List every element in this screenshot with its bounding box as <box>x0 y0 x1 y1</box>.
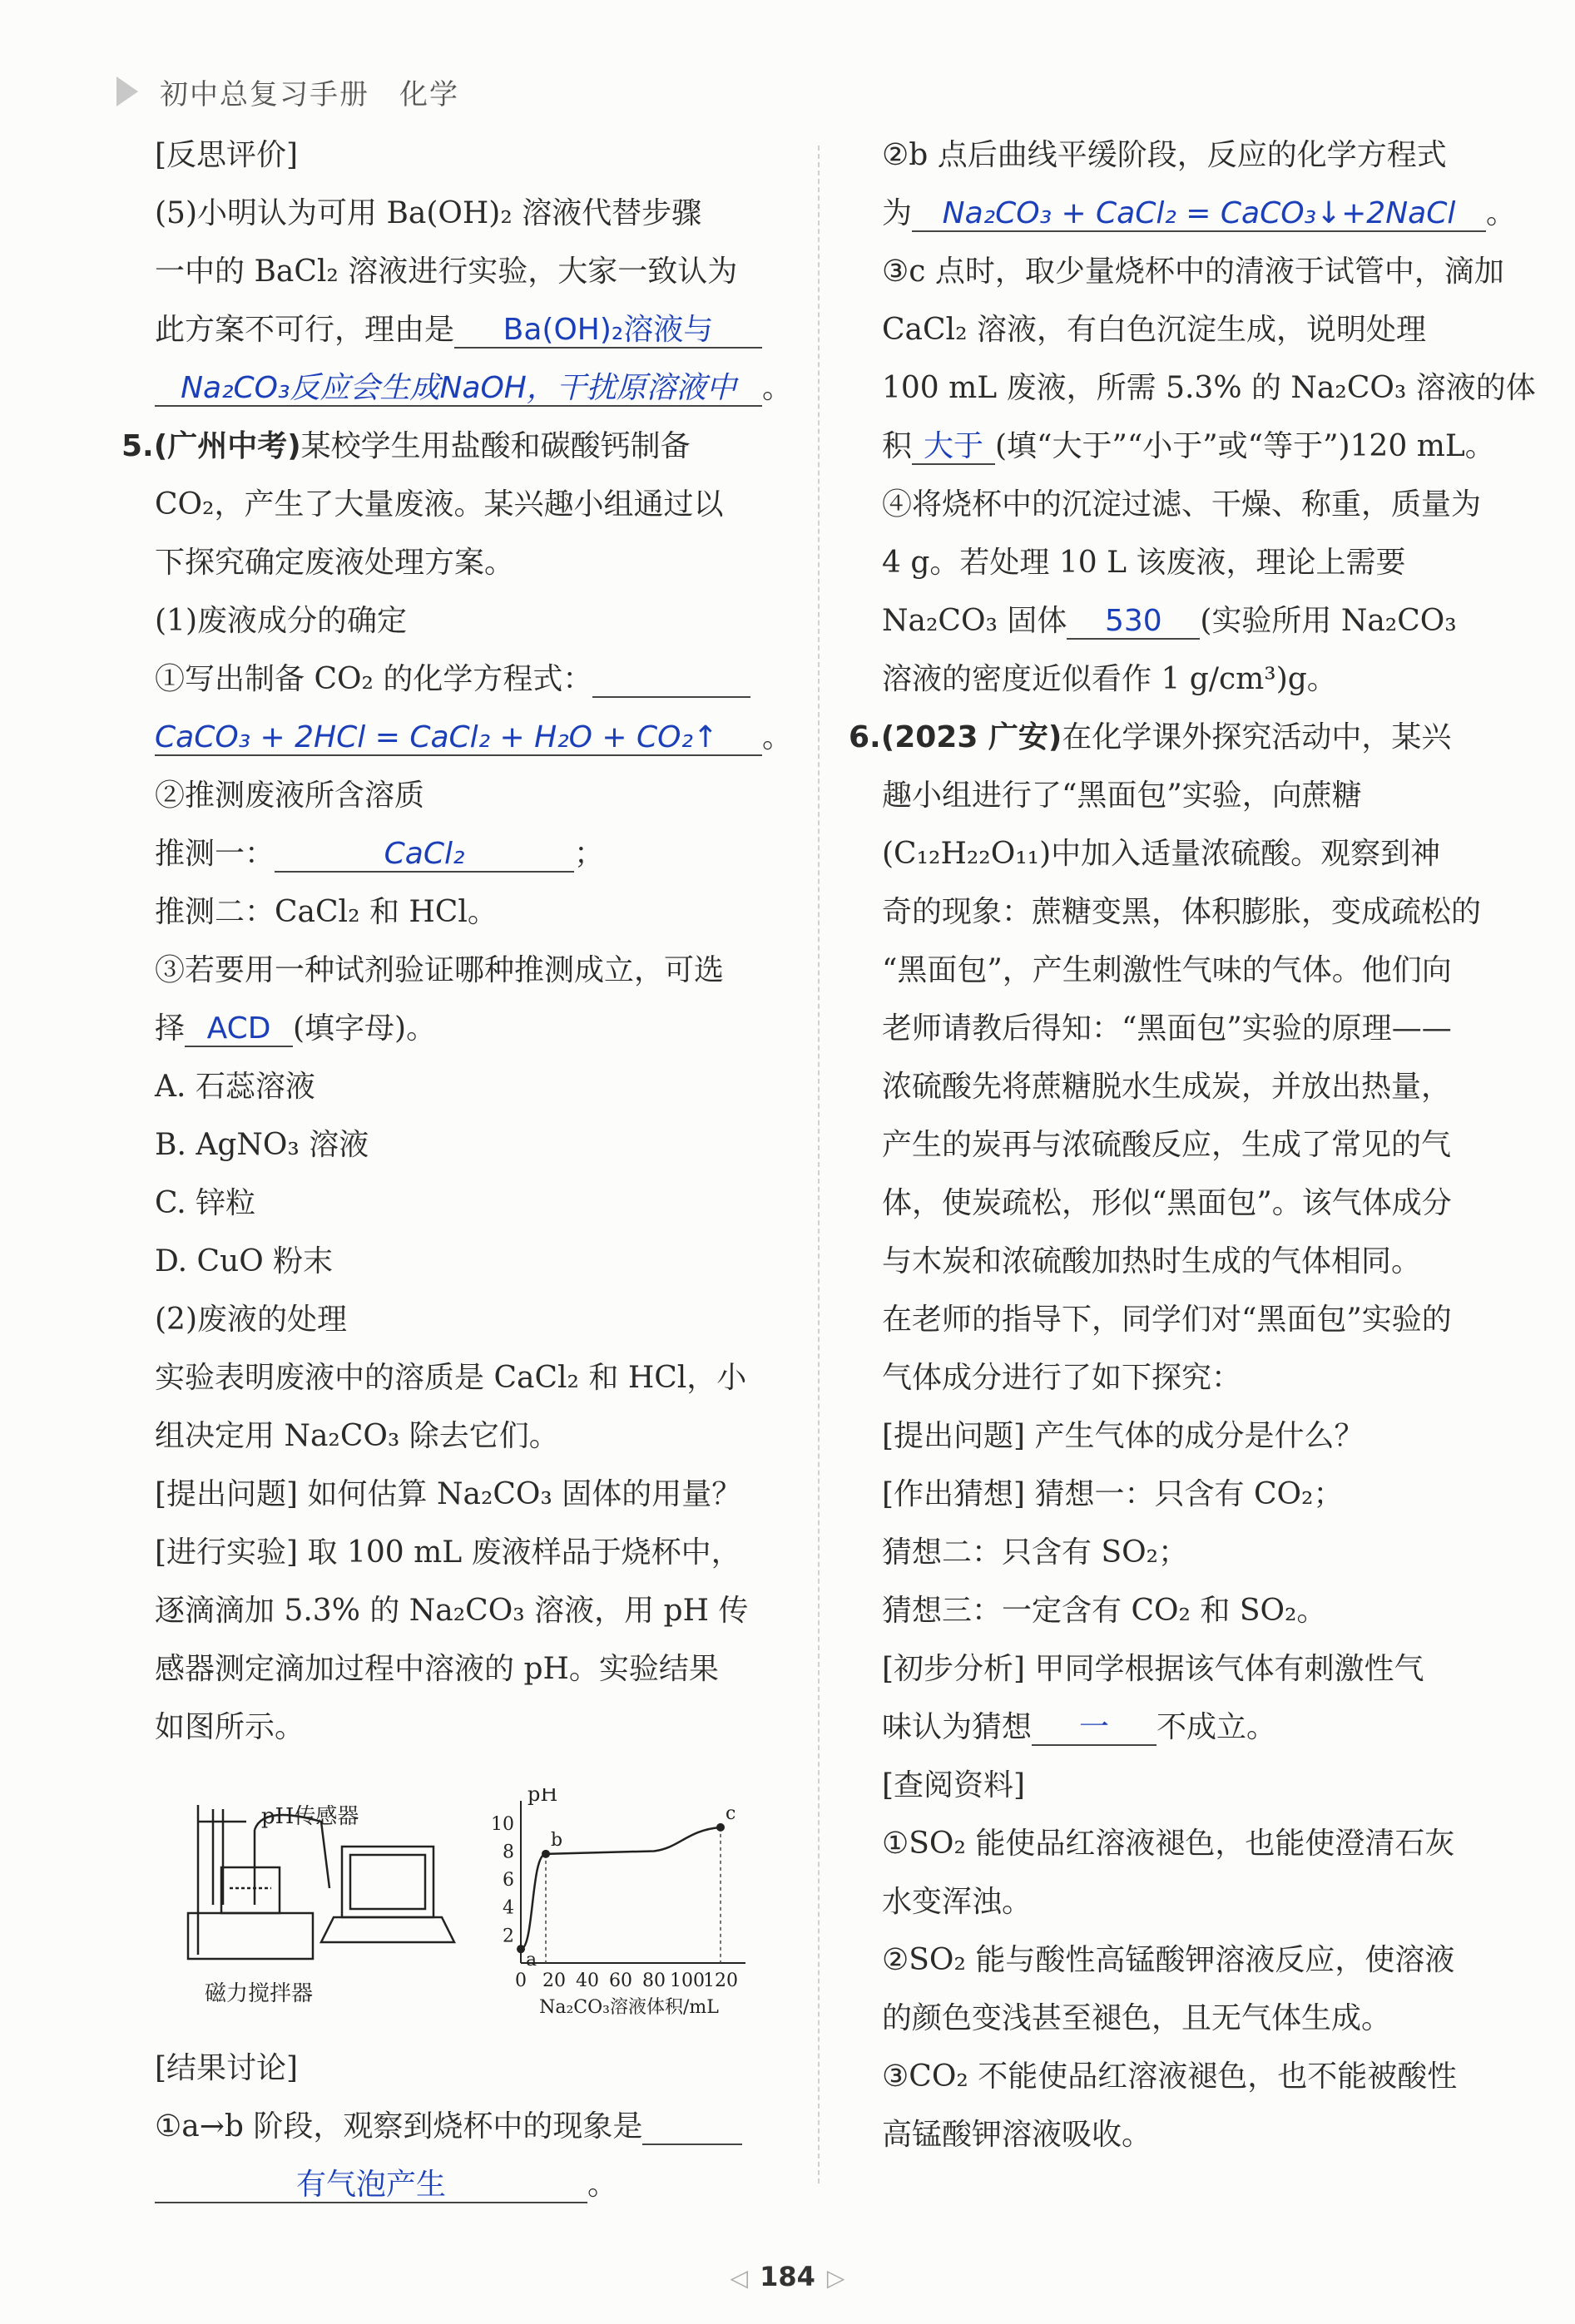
text-span: 为 <box>882 196 913 230</box>
answer-text: CaCO₃ + 2HCl = CaCl₂ + H₂O + CO₂↑ <box>155 720 719 754</box>
text-line: [作出猜想] 猜想一：只含有 CO₂； <box>882 1477 1344 1511</box>
text-line: 在老师的指导下，同学们对“黑面包”实验的 <box>882 1303 1452 1337</box>
text-line: ②推测废液所含溶质 <box>155 779 425 813</box>
text-line: ③c 点时，取少量烧杯中的清液于试管中，滴加 <box>882 255 1504 289</box>
x-tick-label: 40 <box>576 1970 599 1991</box>
text-line: ①SO₂ 能使品红溶液褪色，也能使澄清石灰 <box>882 1827 1455 1861</box>
text-line: [进行实验] 取 100 mL 废液样品于烧杯中， <box>155 1535 741 1570</box>
text-line: 猜想三：一定含有 CO₂ 和 SO₂。 <box>882 1594 1327 1628</box>
point-a <box>517 1945 525 1953</box>
answer-text: Na₂CO₃ + CaCl₂ = CaCO₃↓+2NaCl <box>942 196 1456 230</box>
text-line <box>882 1709 1514 1746</box>
text-line <box>155 2167 787 2203</box>
magnetic-stirrer <box>188 1913 313 1959</box>
text-span: 。 <box>587 2168 618 2202</box>
text-line: [查阅资料] <box>882 1768 1026 1802</box>
text-line: 逐滴滴加 5.3% 的 Na₂CO₃ 溶液，用 pH 传 <box>155 1594 749 1628</box>
text-line: 推测二：CaCl₂ 和 HCl。 <box>155 895 498 929</box>
question-6-header <box>849 719 1481 756</box>
text-line: [提出问题] 如何估算 Na₂CO₃ 固体的用量？ <box>155 1477 742 1511</box>
answer-blank <box>1067 605 1200 640</box>
x-tick-label: 80 <box>642 1970 666 1991</box>
text-line: 产生的炭再与浓硫酸反应，生成了常见的气 <box>882 1128 1452 1162</box>
answer-text: 大于 <box>924 429 984 463</box>
text-line <box>882 603 1514 640</box>
text-line <box>155 1011 787 1047</box>
point-c <box>716 1823 725 1832</box>
column-divider <box>818 146 820 2183</box>
option-d: D. CuO 粉末 <box>155 1244 334 1278</box>
page-number <box>0 2261 1575 2292</box>
text-line: ③CO₂ 不能使品红溶液褪色，也不能被酸性 <box>882 2059 1458 2094</box>
answer-text: 530 <box>1104 604 1162 638</box>
y-tick-label: 2 <box>503 1926 514 1947</box>
text-span: (填“大于”“小于”或“等于”)120 mL。 <box>995 429 1495 463</box>
text-span: ①a→b 阶段，观察到烧杯中的现象是 <box>155 2109 643 2144</box>
laptop-display <box>350 1855 425 1909</box>
text-line: 猜想二：只含有 SO₂； <box>882 1535 1189 1570</box>
text-line: 100 mL 废液，所需 5.3% 的 Na₂CO₃ 溶液的体 <box>882 371 1536 405</box>
text-line: 溶液的密度近似看作 1 g/cm³)g。 <box>882 662 1337 696</box>
header-title: 初中总复习手册 化学 <box>160 77 459 111</box>
prev-arrow-icon: ◁ <box>730 2264 749 2292</box>
text-line: 与木炭和浓硫酸加热时生成的气体相同。 <box>882 1244 1422 1278</box>
text-span: ； <box>574 837 605 871</box>
option-c: C. 锌粒 <box>155 1186 256 1220</box>
question-source: (2023 广安) <box>880 720 1062 754</box>
y-tick-label: 8 <box>503 1842 514 1863</box>
text-span: 择 <box>155 1011 186 1046</box>
text-line: (C₁₂H₂₂O₁₁)中加入适量浓硫酸。观察到神 <box>882 837 1441 871</box>
answer-blank <box>1032 1711 1156 1746</box>
answer-blank <box>275 838 574 873</box>
text-line: 体，使炭疏松，形似“黑面包”。该气体成分 <box>882 1186 1452 1220</box>
text-line: 如图所示。 <box>155 1710 305 1744</box>
y-tick-label: 10 <box>491 1813 514 1835</box>
text-line <box>155 370 793 407</box>
text-line: 老师请教后得知：“黑面包”实验的原理—— <box>882 1011 1452 1046</box>
x-tick-label: 60 <box>609 1970 632 1991</box>
text-line <box>155 661 787 698</box>
answer-text: 一 <box>1079 1710 1110 1744</box>
answer-blank <box>912 197 1486 232</box>
text-line: 4 g。若处理 10 L 该废液，理论上需要 <box>882 546 1406 580</box>
page-header <box>116 67 459 116</box>
text-line: [结果讨论] <box>155 2051 299 2085</box>
answer-blank <box>592 663 750 698</box>
text-line <box>155 312 787 349</box>
answer-text: Ba(OH)₂溶液与 <box>503 313 714 347</box>
x-tick-label: 0 <box>515 1970 527 1991</box>
question-source: (广州中考) <box>153 429 301 463</box>
text-line: 感器测定滴加过程中溶液的 pH。实验结果 <box>155 1652 719 1686</box>
text-span: (填字母)。 <box>293 1011 437 1046</box>
y-axis-label: pH <box>527 1788 558 1806</box>
text-line: (1)废液成分的确定 <box>155 604 407 638</box>
text-line: CO₂，产生了大量废液。某兴趣小组通过以 <box>155 487 724 522</box>
text-line <box>882 195 1517 232</box>
option-b: B. AgNO₃ 溶液 <box>155 1128 369 1162</box>
experiment-figure <box>155 1788 787 2038</box>
laptop-keyboard <box>321 1917 454 1942</box>
text-span: ①写出制备 CO₂ 的化学方程式： <box>155 662 593 696</box>
page-number-text: 184 <box>760 2261 815 2292</box>
text-line: 水变浑浊。 <box>882 1885 1033 1919</box>
beaker <box>221 1867 280 1913</box>
text-span: 此方案不可行，理由是 <box>155 313 455 347</box>
text-line: 奇的现象：蔗糖变黑，体积膨胀，变成疏松的 <box>882 895 1482 929</box>
point-label: c <box>726 1802 736 1824</box>
question-number: 5. <box>121 429 154 463</box>
answer-blank <box>642 2110 742 2145</box>
x-tick-label: 20 <box>542 1970 566 1991</box>
answer-blank <box>185 1012 293 1047</box>
answer-text: CaCl₂ <box>384 837 465 871</box>
text-line: 下探究确定废液处理方案。 <box>155 546 515 580</box>
text-span: (实验所用 Na₂CO₃ <box>1200 604 1457 638</box>
text-span: 不成立。 <box>1156 1710 1277 1744</box>
x-axis-label: Na₂CO₃溶液体积/mL <box>539 1997 719 2018</box>
text-span: 积 <box>882 429 913 463</box>
text-span: 。 <box>762 371 793 405</box>
text-line <box>155 2109 787 2145</box>
option-a: A. 石蕊溶液 <box>155 1070 315 1104</box>
next-arrow-icon: ▷ <box>826 2264 845 2292</box>
point-label: b <box>551 1829 563 1851</box>
text-line: 气体成分进行了如下探究： <box>882 1361 1242 1395</box>
fig-stirrer-label: 磁力搅拌器 <box>205 1981 314 2006</box>
question-number: 6. <box>849 720 881 754</box>
header-triangle-icon <box>116 77 138 106</box>
text-line: ③若要用一种试剂验证哪种推测成立，可选 <box>155 953 725 987</box>
text-span: Na₂CO₃ 固体 <box>882 604 1067 638</box>
text-line: 一中的 BaCl₂ 溶液进行实验，大家一致认为 <box>155 255 738 289</box>
text-span: 味认为猜想 <box>882 1710 1033 1744</box>
answer-text: 有气泡产生 <box>295 2168 446 2202</box>
x-tick-label: 100 <box>670 1970 705 1991</box>
point-label: a <box>526 1950 537 1971</box>
text-span: 推测一： <box>155 837 275 871</box>
text-line: (2)废液的处理 <box>155 1303 347 1337</box>
text-line: CaCl₂ 溶液，有白色沉淀生成，说明处理 <box>882 313 1426 347</box>
text-span: 某校学生用盐酸和碳酸钙制备 <box>300 429 691 463</box>
x-tick-label: 120 <box>703 1970 738 1991</box>
text-span: 。 <box>1486 196 1517 230</box>
answer-blank <box>155 372 762 407</box>
y-tick-label: 6 <box>503 1870 514 1891</box>
fig-sensor-label: pH传感器 <box>261 1804 359 1829</box>
text-line <box>155 836 787 873</box>
text-span: 。 <box>762 720 793 754</box>
text-line: “黑面包”，产生刺激性气味的气体。他们向 <box>882 953 1452 987</box>
point-b <box>542 1850 550 1858</box>
laptop-screen <box>342 1847 433 1917</box>
text-line: 浓硫酸先将蔗糖脱水生成炭，并放出热量， <box>882 1070 1452 1104</box>
text-line: (5)小明认为可用 Ba(OH)₂ 溶液代替步骤 <box>155 196 702 230</box>
text-span: 在化学课外探究活动中，某兴 <box>1062 720 1452 754</box>
text-line: 组决定用 Na₂CO₃ 除去它们。 <box>155 1419 559 1453</box>
answer-blank <box>912 430 995 465</box>
text-line: ④将烧杯中的沉淀过滤、干燥、称重，质量为 <box>882 487 1482 522</box>
text-line: [初步分析] 甲同学根据该气体有刺激性气 <box>882 1652 1424 1686</box>
text-line <box>155 719 793 756</box>
answer-text: Na₂CO₃反应会生成NaOH，干扰原溶液中 <box>181 371 736 405</box>
figure-svg <box>155 1788 787 2038</box>
text-line: ②b 点后曲线平缓阶段，反应的化学方程式 <box>882 138 1447 172</box>
question-5-header <box>121 428 754 465</box>
text-line: 实验表明废液中的溶质是 CaCl₂ 和 HCl，小 <box>155 1361 747 1395</box>
text-line: [反思评价] <box>155 138 299 172</box>
text-line: [提出问题] 产生气体的成分是什么？ <box>882 1419 1365 1453</box>
answer-blank <box>155 721 762 756</box>
y-tick-label: 4 <box>503 1897 514 1919</box>
text-line: 的颜色变浅甚至褪色，且无气体生成。 <box>882 2001 1392 2035</box>
text-line <box>882 428 1514 465</box>
ph-chart <box>491 1788 745 2018</box>
text-line: ②SO₂ 能与酸性高锰酸钾溶液反应，使溶液 <box>882 1943 1455 1977</box>
answer-blank <box>155 2168 587 2203</box>
answer-text: ACD <box>206 1011 271 1046</box>
text-line: 趣小组进行了“黑面包”实验，向蔗糖 <box>882 779 1362 813</box>
text-line: 高锰酸钾溶液吸收。 <box>882 2118 1152 2152</box>
answer-blank <box>454 314 762 349</box>
